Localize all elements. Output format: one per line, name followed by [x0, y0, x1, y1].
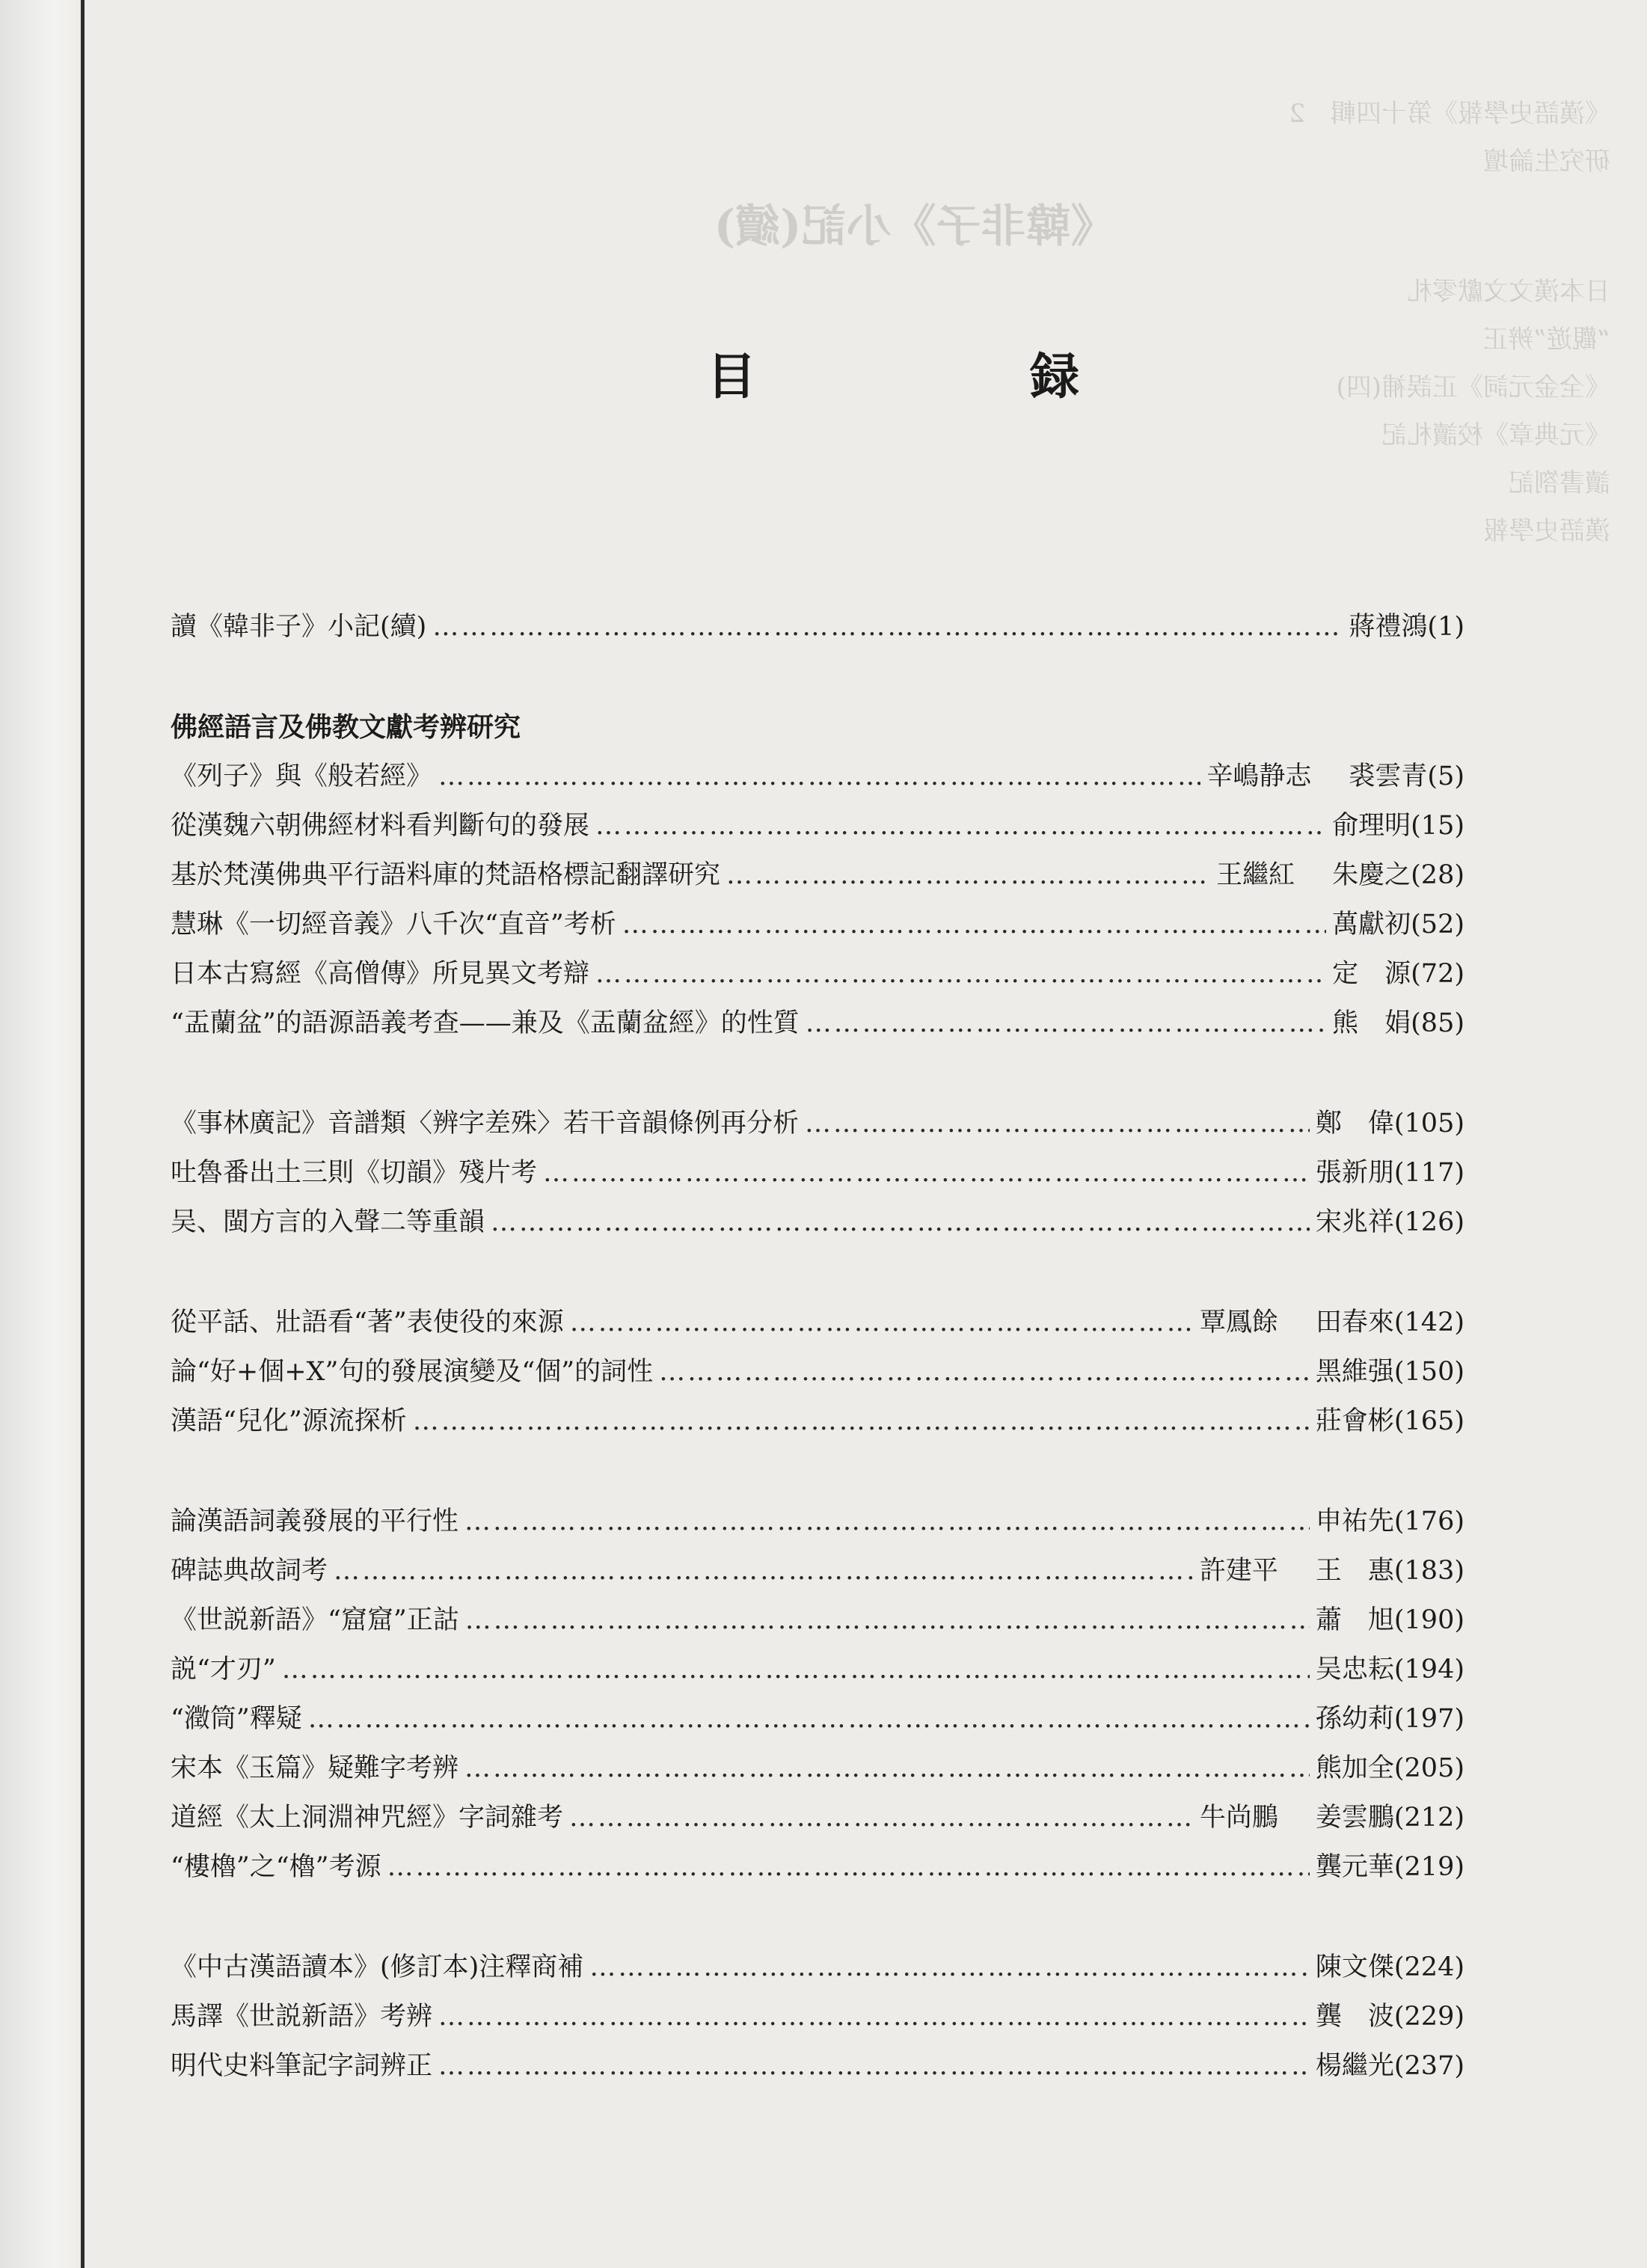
spacer [171, 1052, 1464, 1103]
spacer [171, 1450, 1464, 1501]
entry-coauthor: 覃鳳餘 [1199, 1308, 1278, 1337]
entry-title: 《中古漢語讀本》(修訂本)注釋商補 [171, 1952, 584, 1982]
leader-dots [543, 1158, 1310, 1188]
entry-title: “盂蘭盆”的語源語義考查——兼及《盂蘭盆經》的性質 [171, 1008, 800, 1038]
toc-entry[interactable] [171, 1946, 1464, 1996]
entry-coauthor: 牛尚鵬 [1199, 1803, 1278, 1833]
ghost-line: “觀遊”辨正 [1482, 325, 1610, 355]
toc-entry[interactable] [171, 1797, 1464, 1846]
entry-author-page: 龔元華(219) [1315, 1852, 1464, 1882]
ghost-line: 讀書劄記 [1509, 468, 1610, 498]
entry-title: 馬譯《世説新語》考辨 [171, 2002, 433, 2032]
entry-author-page: 蕭 旭(190) [1315, 1605, 1464, 1635]
leader-dots [438, 2002, 1310, 2032]
toc-entry[interactable] [171, 1649, 1464, 1698]
leader-dots [387, 1852, 1310, 1882]
entry-title: 從平話、壯語看“著”表使役的來源 [171, 1308, 564, 1337]
toc-entry[interactable] [171, 1501, 1464, 1550]
table-of-contents [171, 606, 1464, 2094]
entry-title: “樓櫓”之“櫓”考源 [171, 1852, 381, 1882]
entry-title: 碑誌典故詞考 [171, 1556, 328, 1586]
toc-entry[interactable] [171, 756, 1464, 805]
leader-dots [491, 1207, 1310, 1237]
entry-title: 基於梵漢佛典平行語料庫的梵語格標記翻譯研究 [171, 860, 721, 890]
entry-title: 漢語“兒化”源流探析 [171, 1406, 407, 1436]
entry-author-page: 吴忠耘(194) [1315, 1655, 1464, 1685]
spacer [171, 655, 1464, 706]
entry-title: 吐魯番出土三則《切韻》殘片考 [171, 1158, 538, 1188]
leader-dots [334, 1556, 1194, 1586]
entry-title: 讀《韓非子》小記(續) [171, 612, 427, 642]
entry-author-page: 俞理明(15) [1332, 811, 1464, 841]
entry-author-page: 田春來(142) [1315, 1308, 1464, 1337]
entry-author-page: 陳文傑(224) [1315, 1952, 1464, 1982]
ghost-line: 《元典章》校讀札記 [1381, 420, 1610, 450]
entry-title: 論“好+個+X”句的發展演變及“個”的詞性 [171, 1357, 654, 1387]
entry-author-page: 申祐先(176) [1315, 1507, 1464, 1536]
entry-author-page: 楊繼光(237) [1315, 2051, 1464, 2081]
leader-dots [726, 860, 1210, 890]
ghost-header: 《漢語史學報》第十四輯 2 [1289, 99, 1610, 129]
entry-author-page: 宋兆祥(126) [1315, 1207, 1464, 1237]
entry-title: 從漢魏六朝佛經材料看判斷句的發展 [171, 811, 590, 841]
entry-title: 《世説新語》“窟窟”正詁 [171, 1605, 459, 1635]
entry-author-page: 定 源(72) [1332, 959, 1464, 989]
entry-title: 吴、閩方言的入聲二等重韻 [171, 1207, 485, 1237]
page-title: 目 録 [707, 348, 1191, 405]
toc-entry[interactable] [171, 1846, 1464, 1895]
entry-author-page: 張新朋(117) [1315, 1158, 1464, 1188]
toc-entry[interactable] [171, 2045, 1464, 2094]
leader-dots [805, 1109, 1310, 1138]
toc-entry[interactable] [171, 1302, 1464, 1351]
entry-title: 宋本《玉篇》疑難字考辨 [171, 1753, 459, 1783]
section-heading: 佛經語言及佛教文獻考辨研究 [171, 712, 521, 743]
leader-dots [622, 910, 1326, 940]
toc-entry[interactable] [171, 854, 1464, 904]
page-gutter [0, 0, 90, 2268]
show-through-text [219, 90, 1610, 555]
leader-dots [595, 959, 1326, 989]
entry-author-page: 孫幼莉(197) [1315, 1704, 1464, 1734]
leader-dots [806, 1008, 1326, 1038]
entry-title: 《事林廣記》音譜類〈辨字差殊〉若干音韻條例再分析 [171, 1109, 800, 1138]
toc-entry[interactable] [171, 953, 1464, 1002]
entry-title: 道經《太上洞淵神咒經》字詞雜考 [171, 1803, 564, 1833]
toc-entry[interactable] [171, 606, 1464, 655]
ghost-line: 日本漢文文獻零札 [1407, 277, 1610, 307]
entry-author-page: 王 惠(183) [1315, 1556, 1464, 1586]
toc-entry[interactable] [171, 1002, 1464, 1052]
ghost-line: 研究生論壇 [1483, 147, 1610, 177]
entry-author-page: 熊加全(205) [1315, 1753, 1464, 1783]
leader-dots [589, 1952, 1310, 1982]
entry-title: 《列子》與《般若經》 [171, 761, 433, 791]
ghost-line: 漢語史學報 [1483, 516, 1610, 546]
entry-author-page: 鄭 偉(105) [1315, 1109, 1464, 1138]
leader-dots [282, 1655, 1310, 1685]
leader-dots [465, 1605, 1310, 1635]
leader-dots [413, 1406, 1310, 1436]
entry-author-page: 萬獻初(52) [1332, 910, 1464, 940]
leader-dots [569, 1803, 1194, 1833]
leader-dots [438, 761, 1200, 791]
entry-author-page: 姜雲鵬(212) [1315, 1803, 1464, 1833]
entry-coauthor: 王繼紅 [1216, 860, 1295, 890]
leader-dots [570, 1308, 1194, 1337]
ghost-heading: 《韓非子》小記(續) [714, 200, 1116, 253]
entry-author-page: 裘雲青(5) [1349, 761, 1464, 791]
entry-title: 明代史料筆記字詞辨正 [171, 2051, 433, 2081]
entry-title: 論漢語詞義發展的平行性 [171, 1507, 459, 1536]
toc-entry[interactable] [171, 1103, 1464, 1152]
entry-title: 説“才刃” [171, 1655, 276, 1685]
toc-entry[interactable] [171, 1996, 1464, 2045]
toc-entry[interactable] [171, 1400, 1464, 1450]
toc-entry[interactable] [171, 1550, 1464, 1599]
entry-author-page: 熊 娟(85) [1332, 1008, 1464, 1038]
leader-dots [464, 1507, 1310, 1536]
toc-entry[interactable] [171, 1351, 1464, 1400]
entry-coauthor: 許建平 [1199, 1556, 1278, 1586]
entry-title: 日本古寫經《高僧傳》所見異文考辯 [171, 959, 590, 989]
entry-author-page: 蔣禮鴻(1) [1349, 612, 1464, 642]
entry-coauthor: 辛嶋静志 [1206, 761, 1312, 791]
spacer [171, 1895, 1464, 1946]
ghost-line: 《全金元詞》正誤補(四) [1336, 373, 1610, 402]
entry-author-page: 龔 波(229) [1315, 2002, 1464, 2032]
toc-entry[interactable] [171, 1698, 1464, 1747]
toc-entry[interactable] [171, 1201, 1464, 1251]
toc-entry[interactable] [171, 1747, 1464, 1797]
leader-dots [595, 811, 1326, 841]
leader-dots [464, 1753, 1310, 1783]
toc-entry[interactable] [171, 1599, 1464, 1649]
leader-dots [308, 1704, 1310, 1734]
entry-title: “瀓筒”釋疑 [171, 1704, 302, 1734]
entry-author-page: 莊會彬(165) [1315, 1406, 1464, 1436]
leader-dots [659, 1357, 1310, 1387]
toc-entry[interactable] [171, 904, 1464, 953]
leader-dots [438, 2051, 1310, 2081]
leader-dots [432, 612, 1343, 642]
toc-entry[interactable] [171, 1152, 1464, 1201]
entry-author-page: 朱慶之(28) [1332, 860, 1464, 890]
spacer [171, 1251, 1464, 1302]
entry-title: 慧琳《一切經音義》八千次“直音”考析 [171, 910, 616, 940]
entry-author-page: 黑維强(150) [1315, 1357, 1464, 1387]
toc-entry[interactable] [171, 805, 1464, 854]
